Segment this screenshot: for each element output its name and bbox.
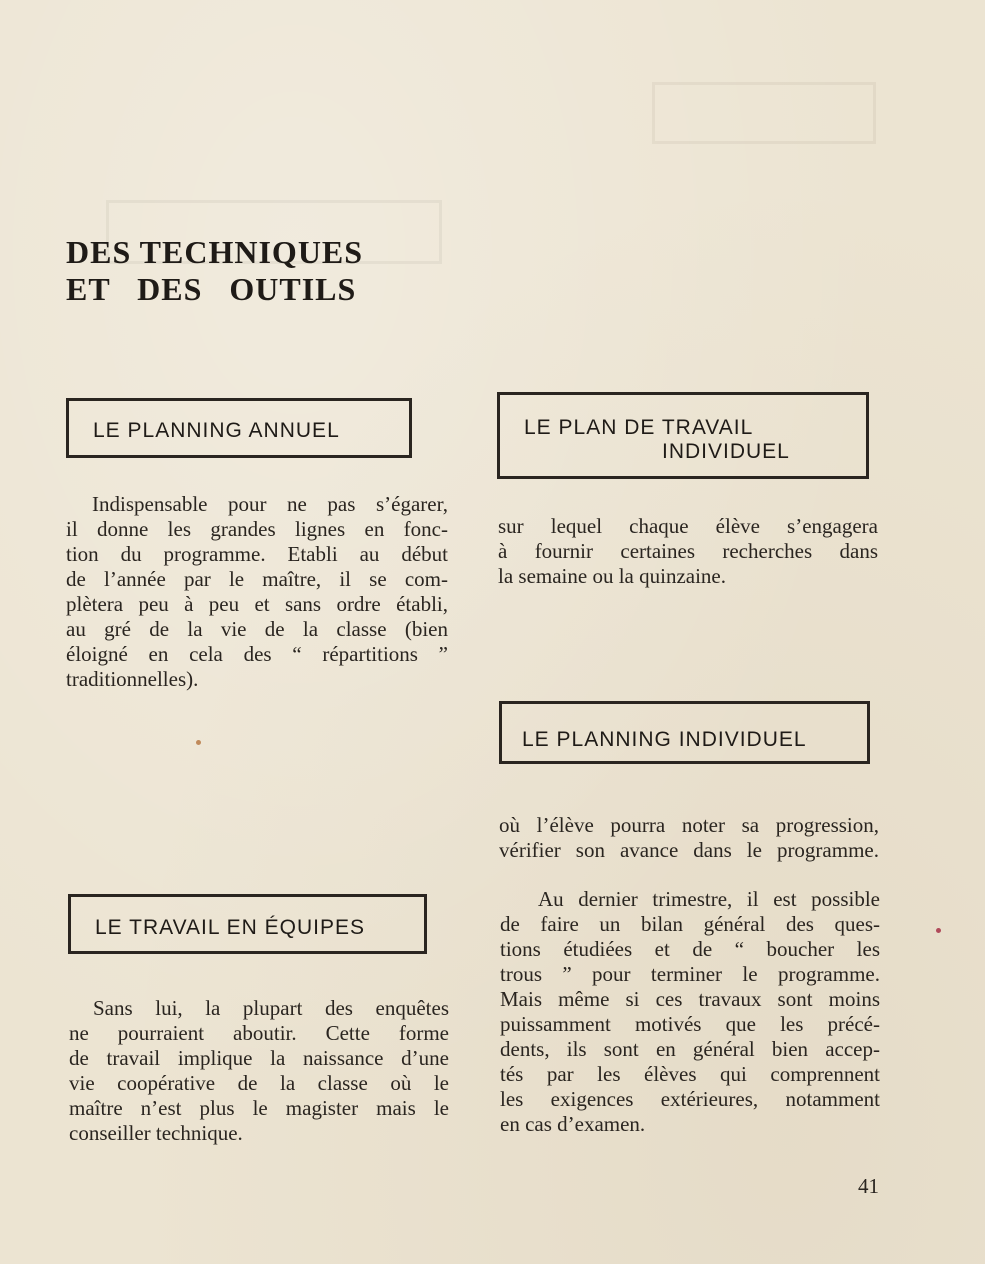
section-heading-label: LE PLANNING INDIVIDUEL <box>522 728 807 751</box>
text-line: vérifier son avance dans le programme. <box>499 838 879 862</box>
text-line: de travail implique la naissance d’une <box>69 1046 449 1070</box>
section-heading-label: LE PLANNING ANNUEL <box>93 419 340 442</box>
text-line: ne pourraient aboutir. Cette forme <box>69 1021 449 1045</box>
section-heading-travail-equipes <box>68 894 427 954</box>
paragraph-planning-individuel <box>499 813 879 863</box>
text-line: Indispensable pour ne pas s’égarer, <box>92 492 448 516</box>
paragraph-planning-annuel <box>66 492 448 692</box>
page-number: 41 <box>858 1174 879 1198</box>
text-line: il donne les grandes lignes en fonc- <box>66 517 448 541</box>
text-line: de faire un bilan général des ques- <box>500 912 880 936</box>
text-line: les exigences extérieures, notamment <box>500 1087 880 1111</box>
section-heading-plan-de-travail <box>497 392 869 479</box>
title-line-1: DES TECHNIQUES <box>66 234 364 270</box>
text-line: tés par les élèves qui comprennent <box>500 1062 880 1086</box>
text-line: éloigné en cela des “ répartitions ” <box>66 642 448 666</box>
section-heading-label: INDIVIDUEL <box>662 440 790 463</box>
text-line: où l’élève pourra noter sa progression, <box>499 813 879 837</box>
text-line: plètera peu à peu et sans ordre établi, <box>66 592 448 616</box>
paragraph-travail-equipes <box>69 996 449 1146</box>
text-line: tion du programme. Etabli au début <box>66 542 448 566</box>
text-line: vie coopérative de la classe où le <box>69 1071 449 1095</box>
text-line: tions étudiées et de “ boucher les <box>500 937 880 961</box>
bleed-through-mark <box>652 82 876 144</box>
section-heading-label: LE TRAVAIL EN ÉQUIPES <box>95 916 365 939</box>
page-title <box>66 234 363 308</box>
text-line: Sans lui, la plupart des enquêtes <box>93 996 449 1020</box>
text-line: trous ” pour terminer le programme. <box>500 962 880 986</box>
section-heading-label: LE PLAN DE TRAVAIL <box>524 416 754 439</box>
text-line: Au dernier trimestre, il est possible <box>538 887 880 911</box>
text-line: puissamment motivés que les précé- <box>500 1012 880 1036</box>
text-line: la semaine ou la quinzaine. <box>498 564 726 588</box>
text-line: traditionnelles). <box>66 667 199 691</box>
text-line: à fournir certaines recherches dans <box>498 539 878 563</box>
text-line: sur lequel chaque élève s’engagera <box>498 514 878 538</box>
title-line-2: ET DES OUTILS <box>66 271 357 307</box>
text-line: dents, ils sont en général bien accep- <box>500 1037 880 1061</box>
section-heading-planning-annuel <box>66 398 412 458</box>
text-line: maître n’est plus le magister mais le <box>69 1096 449 1120</box>
section-heading-planning-individuel <box>499 701 870 764</box>
paragraph-plan-de-travail <box>498 514 878 589</box>
text-line: au gré de la vie de la classe (bien <box>66 617 448 641</box>
paragraph-dernier-trimestre <box>500 887 880 1137</box>
text-line: Mais même si ces travaux sont moins <box>500 987 880 1011</box>
paper-speck <box>196 740 201 745</box>
text-line: conseiller technique. <box>69 1121 243 1145</box>
text-line: de l’année par le maître, il se com- <box>66 567 448 591</box>
paper-speck <box>936 928 941 933</box>
text-line: en cas d’examen. <box>500 1112 646 1136</box>
